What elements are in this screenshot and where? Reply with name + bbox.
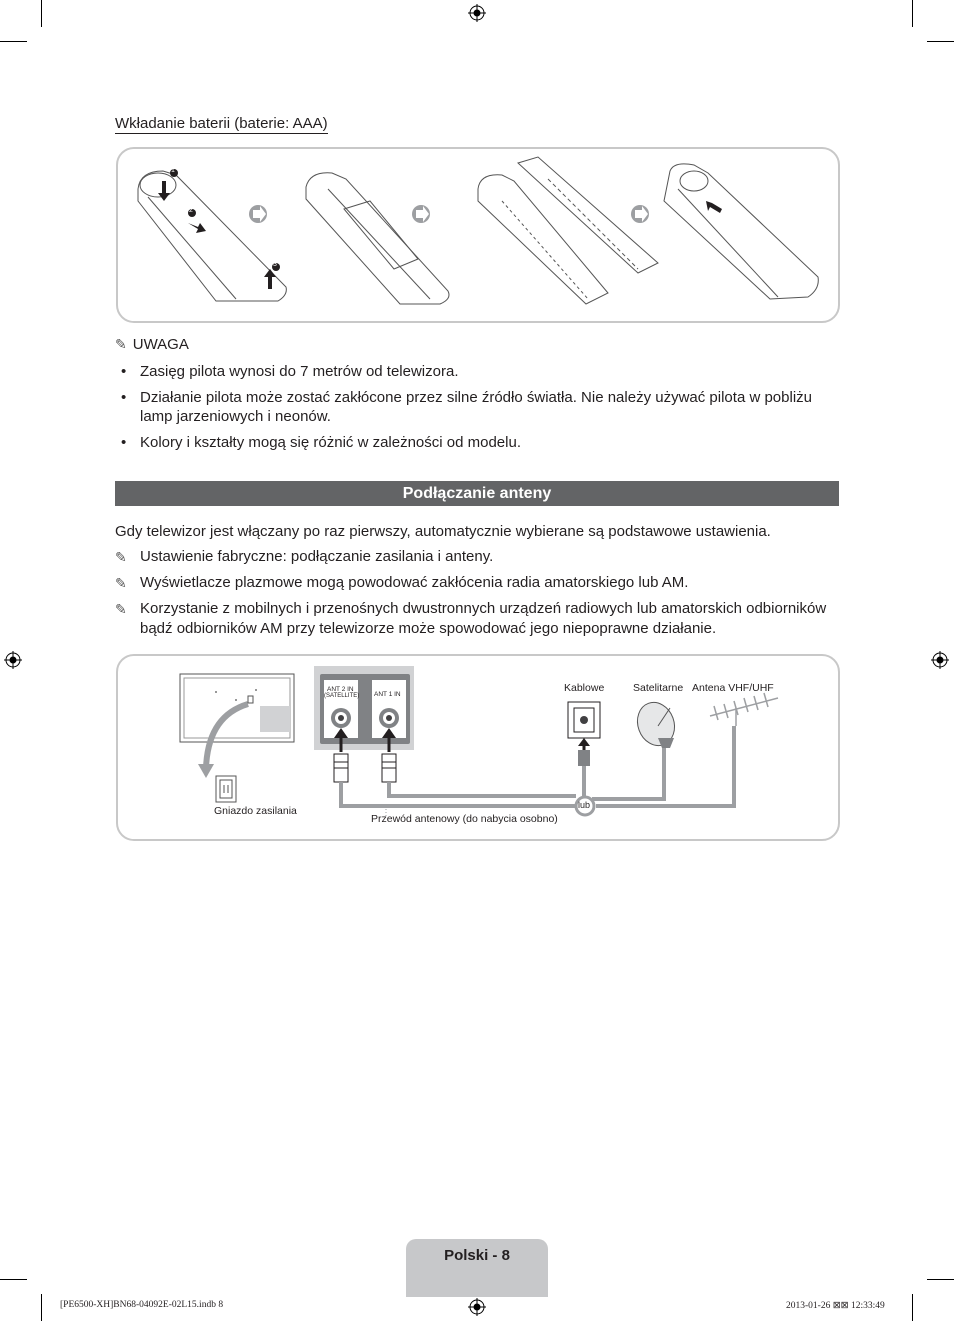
- registration-mark-icon: [931, 651, 949, 669]
- antenna-notes: [115, 547, 839, 645]
- list-item: • Zasięg pilota wynosi do 7 metrów od telewizora.: [115, 362, 835, 381]
- vhf-uhf-label: Antena VHF/UHF: [692, 682, 774, 694]
- step-2-label: 2: [189, 207, 193, 214]
- list-item: ✎ Ustawienie fabryczne: podłączanie zasilania i anteny.: [115, 548, 494, 565]
- list-item: ✎ Korzystanie z mobilnych i przenośnych dwustronnych urządzeń radiowych lub amatorskich odbiorników bądź odbiorników AM przy telewizorze może spowodować jego niepoprawne działanie.: [115, 600, 827, 637]
- crop-mark: [41, 0, 42, 27]
- page-number: Polski - 8: [444, 1247, 510, 1264]
- cable-label: Kablowe: [564, 682, 605, 694]
- pencil-icon: ✎: [115, 575, 127, 591]
- crop-mark: [0, 41, 27, 42]
- pencil-icon: ✎: [115, 336, 127, 352]
- ant1-label: ANT 1 IN: [374, 691, 401, 698]
- print-slug-right: 2013-01-26 ⊠⊠ 12:33:49: [786, 1301, 885, 1311]
- or-label: lub: [578, 800, 591, 810]
- note-heading: [115, 336, 189, 353]
- crop-mark: [41, 1294, 42, 1321]
- step-3-label: 3: [273, 261, 277, 268]
- battery-heading: Wkładanie baterii (baterie: AAA): [115, 115, 328, 132]
- note-title: UWAGA: [132, 336, 189, 353]
- print-slug-left: [PE6500-XH]BN68-04092E-02L15.indb 8: [60, 1300, 224, 1310]
- registration-mark-icon: [4, 651, 22, 669]
- battery-illustration-panel: [116, 147, 840, 323]
- crop-mark: [927, 1279, 954, 1280]
- crop-mark: [927, 41, 954, 42]
- cable-note-label: Przewód antenowy (do nabycia osobno): [371, 813, 558, 825]
- crop-mark: [912, 1294, 913, 1321]
- list-item: • Działanie pilota może zostać zakłócone przez silne źródło światła. Nie należy używać pilota w pobliżu lamp jarzeniowych i neonów.: [115, 388, 835, 426]
- list-item: ✎ Wyświetlacze plazmowe mogą powodować zakłócenia radia amatorskiego lub AM.: [115, 574, 689, 591]
- crop-mark: [0, 1279, 27, 1280]
- battery-illustration: [118, 149, 838, 321]
- antenna-intro-text: Gdy telewizor jest włączany po raz pierwszy, automatycznie wybierane są podstawowe ustawienia.: [115, 523, 771, 540]
- satellite-label: Satelitarne: [633, 682, 684, 694]
- ant2-label: ANT 2 IN: [327, 686, 354, 693]
- list-item: • Kolory i kształty mogą się różnić w zależności od modelu.: [115, 433, 835, 452]
- crop-mark: [912, 0, 913, 27]
- registration-mark-icon: [468, 4, 486, 22]
- step-1-label: 1: [171, 167, 175, 174]
- pencil-icon: ✎: [115, 601, 127, 617]
- ant2-sub-label: (SATELLITE): [324, 693, 360, 699]
- antenna-section-heading: Podłączanie anteny: [115, 481, 839, 506]
- power-socket-label: Gniazdo zasilania: [214, 805, 297, 817]
- registration-mark-icon: [468, 1298, 486, 1316]
- antenna-diagram-panel: [116, 654, 840, 841]
- note-list: [115, 362, 835, 459]
- pencil-icon: ✎: [115, 549, 127, 565]
